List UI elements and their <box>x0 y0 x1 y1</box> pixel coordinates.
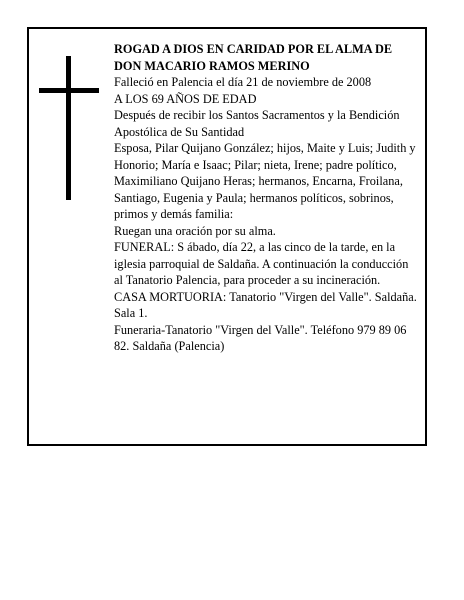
obituary-notice <box>27 27 427 446</box>
cross-icon <box>39 56 99 200</box>
family-list: Esposa, Pilar Quijano González; hijos, Maite y Luis; Judith y Honorio; María e Isaac; Pilar; nieta, Irene; padre político, Maximiliano Quijano Heras; hermanos, Encarna, Froilana, Santiago, Eugenia y Paula; hermanos políticos, sobrinos, primos y demás familia: <box>114 141 416 221</box>
deceased-name: DON MACARIO RAMOS MERINO <box>114 58 310 73</box>
death-date: Falleció en Palencia el día 21 de noviembre de 2008 <box>114 75 372 89</box>
funeral-home-contact: Funeraria-Tanatorio "Virgen del Valle". Teléfono 979 89 06 82. Saldaña (Palencia) <box>114 322 407 353</box>
heading-prayer: ROGAD A DIOS EN CARIDAD POR EL ALMA DE <box>114 42 393 56</box>
prayer-request: Ruegan una oración por su alma. <box>114 223 276 238</box>
sacraments-line: Después de recibir los Santos Sacramentos y la Bendición Apostólica de Su Santidad <box>114 108 400 139</box>
funeral-details: FUNERAL: S ábado, día 22, a las cinco de la tarde, en la iglesia parroquial de Saldaña. A continuación la conducción al Tanatorio Palencia, para proceder a su incineración. <box>114 240 409 287</box>
obituary-text <box>114 41 419 355</box>
age-line: A LOS 69 AÑOS DE EDAD <box>114 91 257 106</box>
mortuary-house: CASA MORTUORIA: Tanatorio "Virgen del Valle". Saldaña. Sala 1. <box>114 289 417 320</box>
